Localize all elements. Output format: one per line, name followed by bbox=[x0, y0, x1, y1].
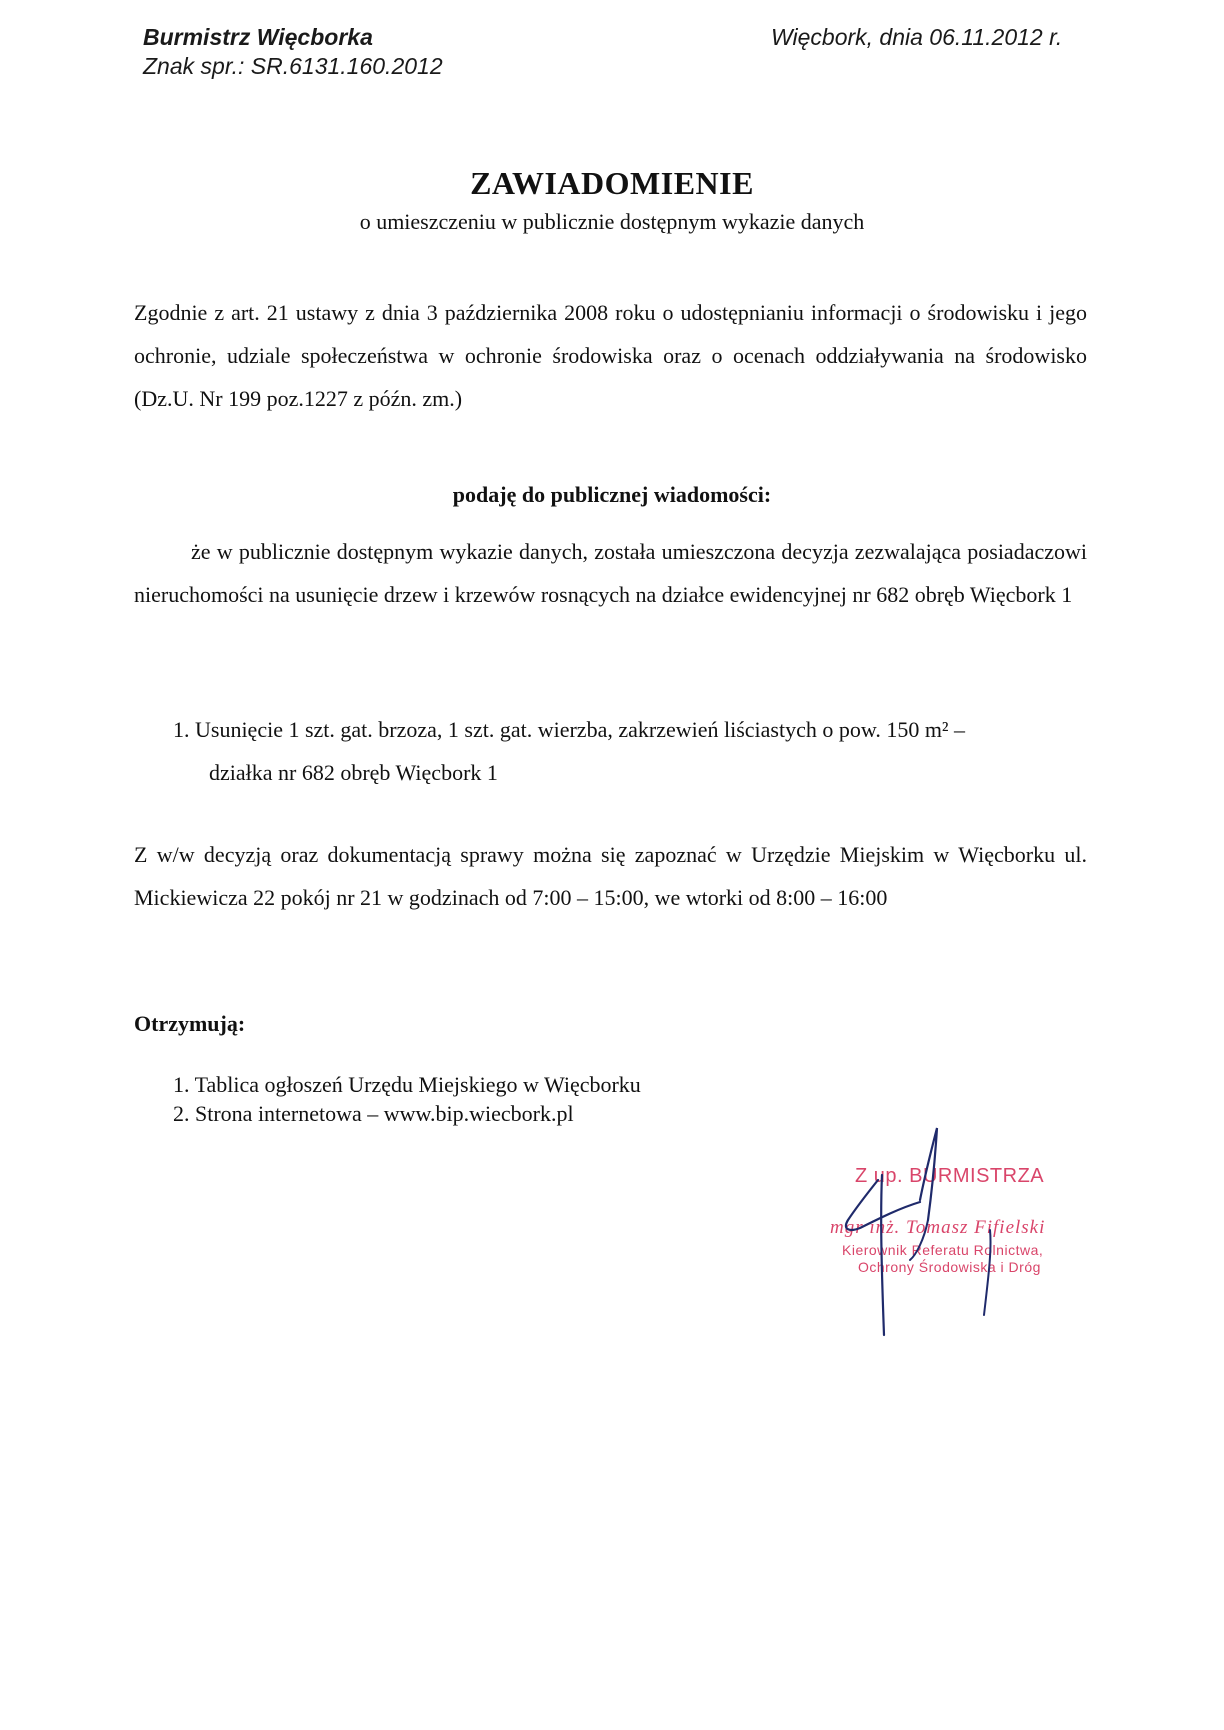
stamp-position-line2: Ochrony Środowiska i Dróg bbox=[858, 1259, 1041, 1275]
recipients-heading: Otrzymują: bbox=[134, 1011, 246, 1036]
issuer-name: Burmistrz Więcborka bbox=[143, 24, 373, 50]
place-and-date: Więcbork, dnia 06.11.2012 r. bbox=[771, 24, 1063, 50]
recipient-item: 1. Tablica ogłoszeń Urzędu Miejskiego w Więcborku bbox=[173, 1072, 641, 1097]
handwritten-signature bbox=[820, 1120, 1020, 1350]
consultation-paragraph: Z w/w decyzją oraz dokumentacją sprawy można się zapoznać w Urzędzie Miejskim w Więcborku ul. Mickiewicza 22 pokój nr 21 w godzinach od 7:00 – 15:00, we wtorki od 8:00 – 16:00 bbox=[134, 842, 1087, 910]
list-item: 1. Usunięcie 1 szt. gat. brzoza, 1 szt. gat. wierzba, zakrzewień liściastych o pow. 150 m² – bbox=[173, 717, 966, 742]
stamp-authority: Z up. BURMISTRZA bbox=[855, 1165, 1045, 1187]
recipient-item: 2. Strona internetowa – www.bip.wiecbork.pl bbox=[173, 1101, 574, 1126]
case-reference: Znak spr.: SR.6131.160.2012 bbox=[143, 53, 443, 79]
stamp-position-line1: Kierownik Referatu Rolnictwa, bbox=[842, 1242, 1044, 1258]
legal-basis-paragraph: Zgodnie z art. 21 ustawy z dnia 3 października 2008 roku o udostępnianiu informacji o środowisku i jego ochronie, udziale społeczeństwa w ochronie środowiska oraz o ocenach oddziaływania na środowisko (Dz.U. Nr 199 poz.1227 z późn. zm.) bbox=[134, 300, 1087, 411]
list-item-continuation: działka nr 682 obręb Więcbork 1 bbox=[209, 760, 498, 785]
announcement-heading: podaję do publicznej wiadomości: bbox=[452, 482, 772, 507]
decision-paragraph: że w publicznie dostępnym wykazie danych, została umieszczona decyzja zezwalająca posiadaczowi nieruchomości na usunięcie drzew i krzewów rosnących na działce ewidencyjnej nr 682 obręb Więcbork 1 bbox=[134, 539, 1087, 607]
document-title: ZAWIADOMIENIE bbox=[470, 165, 754, 201]
stamp-signatory-name: mgr inż. Tomasz Fifielski bbox=[830, 1217, 1046, 1238]
document-subtitle: o umieszczeniu w publicznie dostępnym wykazie danych bbox=[359, 209, 865, 234]
